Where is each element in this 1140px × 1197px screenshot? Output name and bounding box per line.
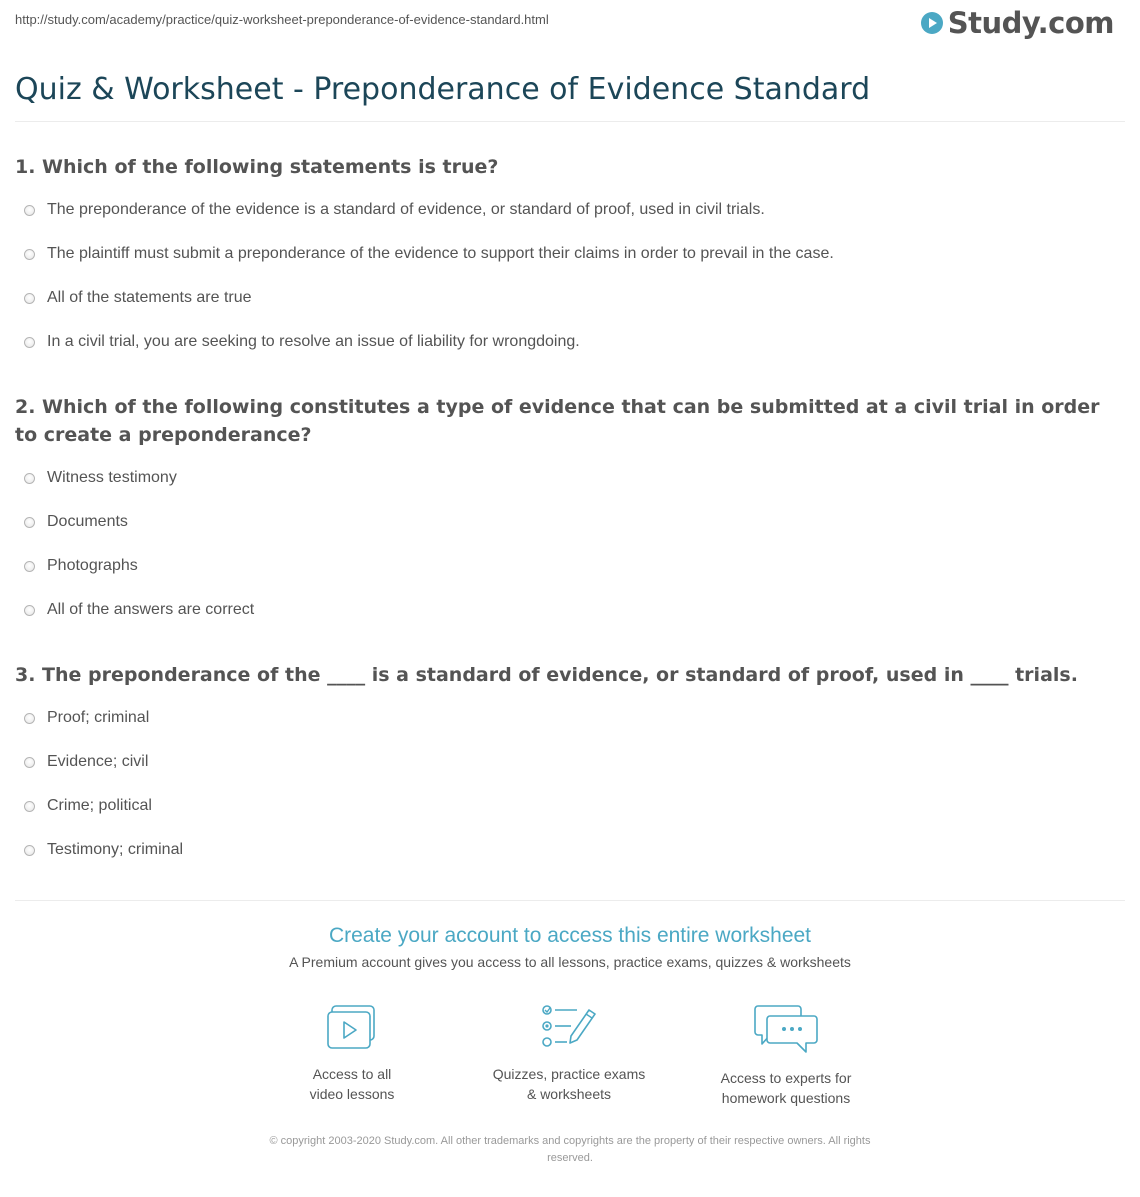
answer-option[interactable]: [24, 288, 834, 332]
answer-option[interactable]: [24, 752, 183, 796]
answer-label: Witness testimony: [47, 469, 177, 486]
study-logo[interactable]: [920, 6, 1114, 40]
logo-text: Study.com: [947, 6, 1114, 40]
question-3-answers: [24, 708, 183, 884]
answer-option[interactable]: [24, 468, 254, 512]
radio-button[interactable]: [24, 801, 35, 812]
question-1: 1. Which of the following statements is true?: [15, 156, 499, 178]
divider: [15, 900, 1125, 901]
answer-label: Crime; political: [47, 797, 152, 814]
divider: [15, 121, 1125, 122]
answer-label: Evidence; civil: [47, 753, 149, 770]
answer-label: The plaintiff must submit a preponderance of the evidence to support their claims in order to prevail in the case.: [47, 245, 834, 262]
page-url: http://study.com/academy/practice/quiz-worksheet-preponderance-of-evidence-standard.html: [15, 12, 549, 27]
cta-subtitle: A Premium account gives you access to all lessons, practice exams, quizzes & worksheets: [289, 954, 851, 970]
question-2-answers: [24, 468, 254, 644]
radio-button[interactable]: [24, 205, 35, 216]
radio-button[interactable]: [24, 757, 35, 768]
radio-button[interactable]: [24, 293, 35, 304]
feature-quizzes: [469, 1004, 669, 1104]
answer-option[interactable]: [24, 332, 834, 376]
answer-option[interactable]: [24, 796, 183, 840]
question-2: 2. Which of the following constitutes a type of evidence that can be submitted at a civil trial in order to create a preponderance?: [15, 396, 1100, 446]
feature-video-lessons: [252, 1004, 452, 1104]
copyright-notice: [215, 1133, 925, 1167]
feature-label-line1: Access to experts for: [720, 1070, 852, 1086]
radio-button[interactable]: [24, 517, 35, 528]
feature-label-line2: homework questions: [721, 1090, 851, 1106]
page-title: Quiz & Worksheet - Preponderance of Evidence Standard: [15, 72, 871, 107]
feature-label-line2: & worksheets: [526, 1086, 612, 1102]
question-1-answers: [24, 200, 834, 376]
radio-button[interactable]: [24, 713, 35, 724]
answer-option[interactable]: [24, 840, 183, 884]
radio-button[interactable]: [24, 337, 35, 348]
answer-option[interactable]: [24, 200, 834, 244]
feature-label-line1: Access to all: [312, 1066, 392, 1082]
radio-button[interactable]: [24, 249, 35, 260]
feature-experts: [686, 1004, 886, 1108]
copyright-line2: reserved.: [547, 1152, 593, 1164]
quiz-checklist-icon: [541, 1004, 597, 1050]
radio-button[interactable]: [24, 473, 35, 484]
copyright-line1: © copyright 2003-2020 Study.com. All other trademarks and copyrights are the property of their respective owners. All rights: [269, 1135, 871, 1147]
answer-label: The preponderance of the evidence is a standard of evidence, or standard of proof, used in civil trials.: [47, 201, 765, 218]
answer-label: Proof; criminal: [47, 709, 150, 726]
answer-option[interactable]: [24, 244, 834, 288]
radio-button[interactable]: [24, 561, 35, 572]
answer-label: In a civil trial, you are seeking to resolve an issue of liability for wrongdoing.: [47, 333, 580, 350]
answer-option[interactable]: [24, 556, 254, 600]
answer-label: Documents: [47, 513, 128, 530]
feature-label-line2: video lessons: [309, 1086, 395, 1102]
answer-option[interactable]: [24, 512, 254, 556]
answer-label: All of the statements are true: [47, 289, 252, 306]
answer-label: Testimony; criminal: [47, 841, 184, 858]
answer-label: Photographs: [47, 557, 138, 574]
radio-button[interactable]: [24, 845, 35, 856]
expert-chat-icon: [754, 1004, 818, 1054]
video-lessons-icon: [326, 1004, 378, 1050]
answer-label: All of the answers are correct: [47, 601, 255, 618]
play-circle-icon: [920, 11, 944, 35]
feature-label-line1: Quizzes, practice exams: [492, 1066, 646, 1082]
create-account-link[interactable]: Create your account to access this entire worksheet: [328, 924, 812, 947]
answer-option[interactable]: [24, 708, 183, 752]
question-3: 3. The preponderance of the ____ is a standard of evidence, or standard of proof, used in ____ trials.: [15, 664, 1078, 686]
radio-button[interactable]: [24, 605, 35, 616]
answer-option[interactable]: [24, 600, 254, 644]
